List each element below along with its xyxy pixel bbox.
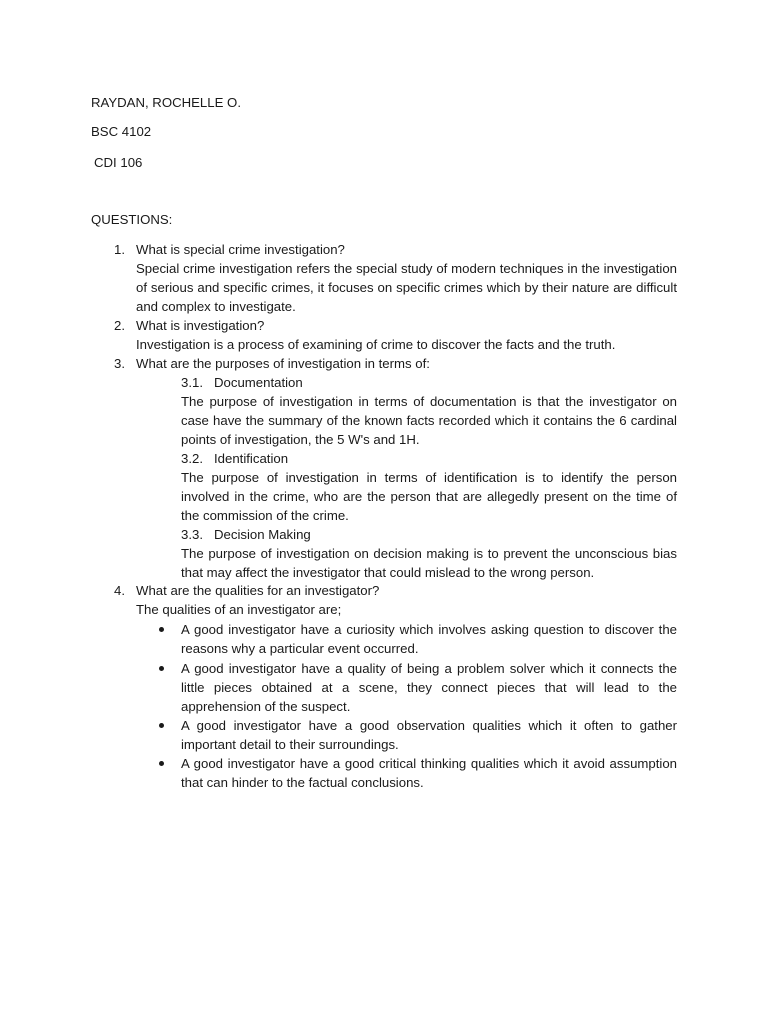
q3-3-title: Decision Making xyxy=(214,527,311,542)
bullet-icon xyxy=(159,761,164,766)
course-code: CDI 106 xyxy=(94,155,143,170)
q1-answer: Special crime investigation refers the special study of modern techniques in the investigation of serious and specific crimes, it focuses on specific crimes which by their nature are difficult and complex to investigate. xyxy=(136,261,677,314)
bullet-icon xyxy=(159,666,164,671)
q2-number: 2. xyxy=(114,318,125,333)
q3-question: What are the purposes of investigation in terms of: xyxy=(136,356,430,371)
q4-question: What are the qualities for an investigator? xyxy=(136,583,380,598)
q3-3-answer: The purpose of investigation on decision making is to prevent the unconscious bias that may affect the investigator that could mislead to the wrong person. xyxy=(181,546,677,580)
q3-2-number: 3.2. xyxy=(181,451,203,466)
q1-number: 1. xyxy=(114,242,125,257)
student-section: BSC 4102 xyxy=(91,124,152,139)
q3-2-title: Identification xyxy=(214,451,289,466)
q2-question: What is investigation? xyxy=(136,318,265,333)
q4-bullet-3: A good investigator have a good observation qualities which it often to gather important detail to their surroundings. xyxy=(181,718,677,752)
q3-3-number: 3.3. xyxy=(181,527,203,542)
q2-answer: Investigation is a process of examining of crime to discover the facts and the truth. xyxy=(136,337,616,352)
q3-1-number: 3.1. xyxy=(181,375,203,390)
bullet-icon xyxy=(159,723,164,728)
q3-2-answer: The purpose of investigation in terms of identification is to identify the person involved in the crime, who are the person that are allegedly present on the time of the commission of the crime. xyxy=(181,470,677,523)
q3-1-answer: The purpose of investigation in terms of documentation is that the investigator on case have the summary of the known facts recorded which it contains the 6 cardinal points of investigation, the 5 W's and 1H. xyxy=(181,394,677,447)
q1-question: What is special crime investigation? xyxy=(136,242,345,257)
questions-heading: QUESTIONS: xyxy=(91,212,173,227)
q4-bullet-4: A good investigator have a good critical thinking qualities which it avoid assumption that can hinder to the factual conclusions. xyxy=(181,756,677,790)
q4-bullet-1: A good investigator have a curiosity which involves asking question to discover the reasons why a particular event occurred. xyxy=(181,622,677,656)
q4-bullet-2: A good investigator have a quality of being a problem solver which it connects the little pieces obtained at a scene, they connect pieces that will lead to the apprehension of the suspect. xyxy=(181,661,677,714)
q3-number: 3. xyxy=(114,356,125,371)
q3-1-title: Documentation xyxy=(214,375,303,390)
q4-intro: The qualities of an investigator are; xyxy=(136,602,342,617)
q4-number: 4. xyxy=(114,583,125,598)
student-name: RAYDAN, ROCHELLE O. xyxy=(91,95,241,110)
bullet-icon xyxy=(159,627,164,632)
